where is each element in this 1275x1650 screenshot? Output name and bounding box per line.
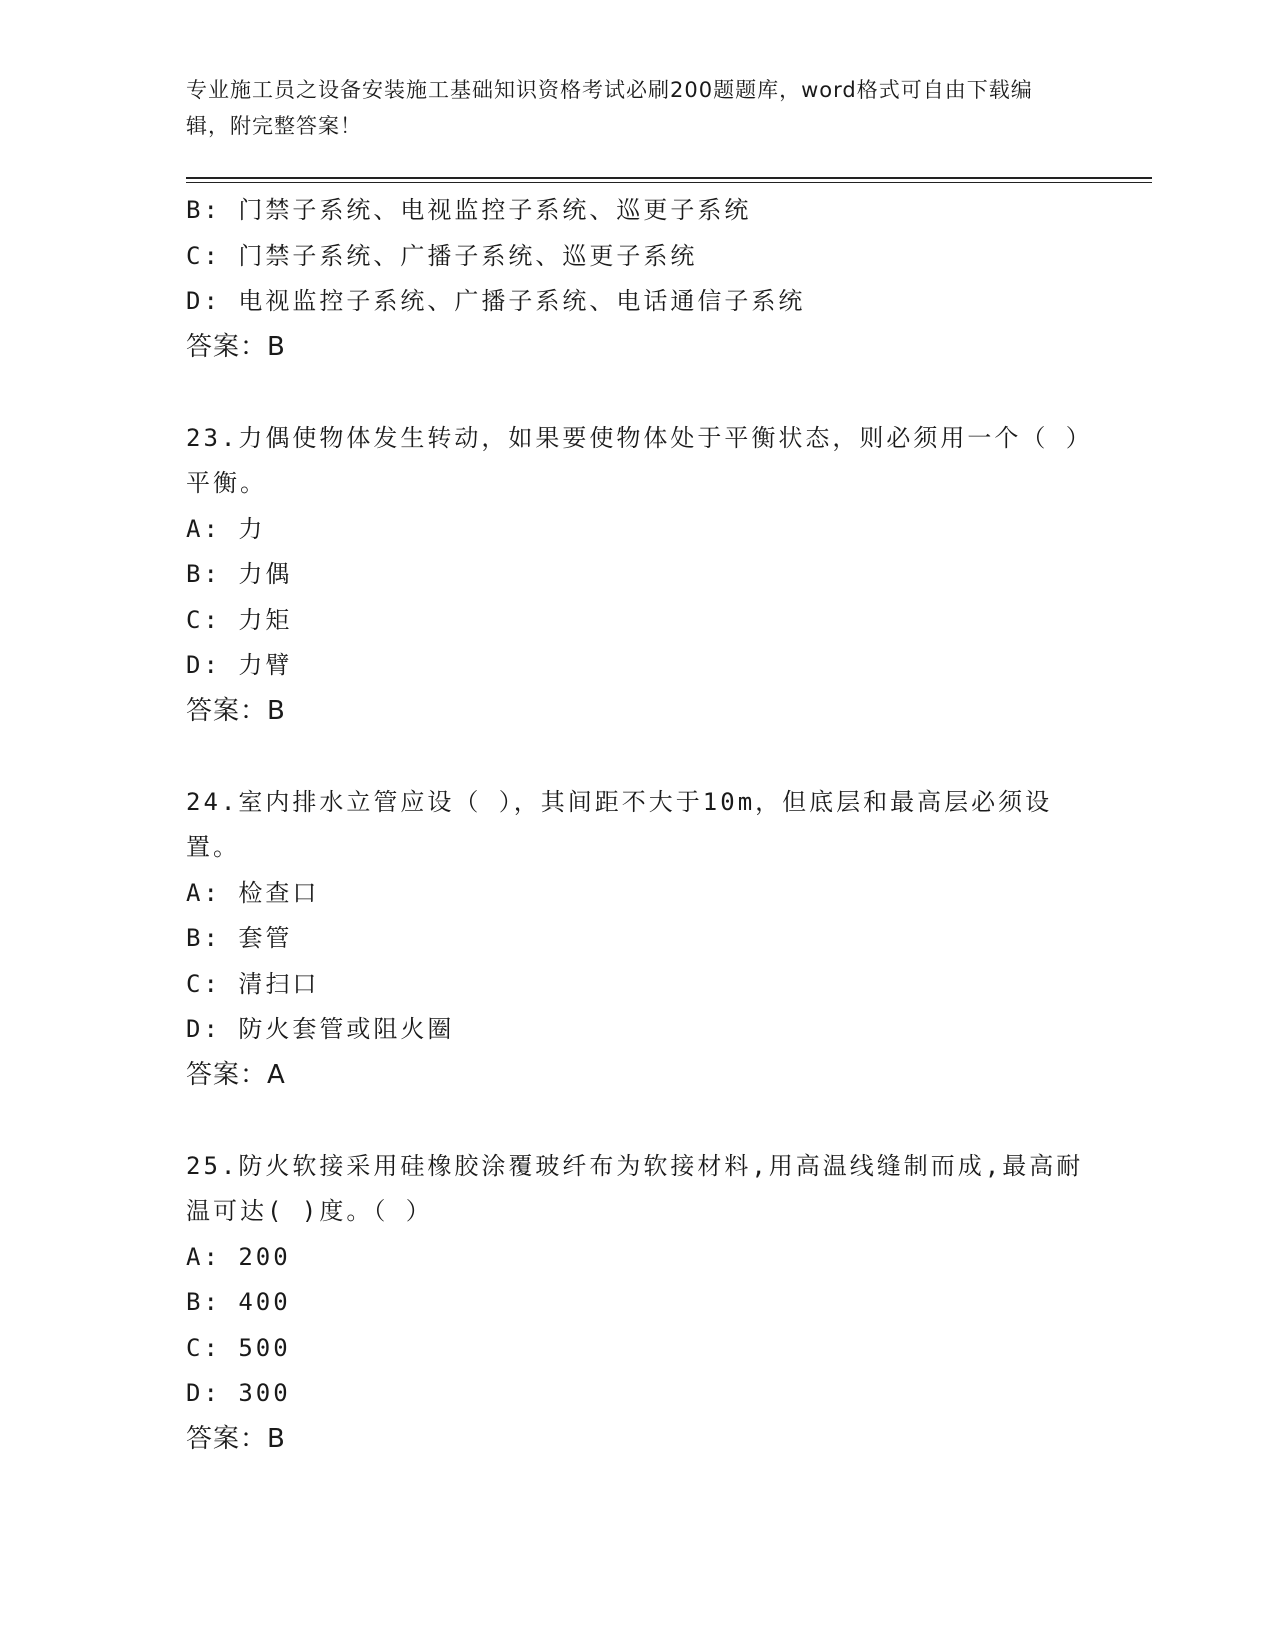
option-c: C: 清扫口 (186, 969, 320, 998)
option-a: A: 检查口 (186, 878, 320, 907)
option-d: D: 防火套管或阻火圈 (186, 1015, 455, 1043)
carryover-block (186, 188, 1086, 370)
answer: 答案：B (186, 1423, 286, 1454)
header-divider-thin (186, 182, 1152, 183)
option-c: C: 500 (186, 1333, 291, 1362)
answer: 答案：B (186, 695, 286, 726)
option-a: A: 力 (186, 514, 266, 543)
option-c: C: 门禁子系统、广播子系统、巡更子系统 (186, 241, 698, 270)
question-stem: 25.防火软接采用硅橡胶涂覆玻纤布为软接材料,用高温线缝制而成,最高耐温可达( )度。（ ） (186, 1151, 1084, 1225)
answer: 答案：A (186, 1059, 286, 1090)
option-b: B: 门禁子系统、电视监控子系统、巡更子系统 (186, 196, 752, 224)
document-header: 专业施工员之设备安装施工基础知识资格考试必刷200题题库，word格式可自由下载编辑，附完整答案！ (186, 78, 1033, 138)
answer: 答案：B (186, 331, 286, 362)
option-c: C: 力矩 (186, 605, 293, 634)
option-d: D: 300 (186, 1379, 291, 1407)
header-divider (186, 177, 1152, 179)
option-b: B: 400 (186, 1288, 291, 1316)
option-d: D: 力臂 (186, 651, 293, 679)
question-stem: 23.力偶使物体发生转动，如果要使物体处于平衡状态，则必须用一个（ ）平衡。 (186, 423, 1081, 497)
question-list (186, 188, 1086, 1462)
option-a: A: 200 (186, 1242, 291, 1271)
question-25 (186, 1144, 1086, 1463)
option-d: D: 电视监控子系统、广播子系统、电话通信子系统 (186, 287, 806, 315)
option-b: B: 力偶 (186, 560, 293, 588)
option-b: B: 套管 (186, 924, 293, 952)
question-23 (186, 416, 1086, 735)
question-stem: 24.室内排水立管应设（ ），其间距不大于10m，但底层和最高层必须设置。 (186, 787, 1053, 861)
question-24 (186, 780, 1086, 1099)
